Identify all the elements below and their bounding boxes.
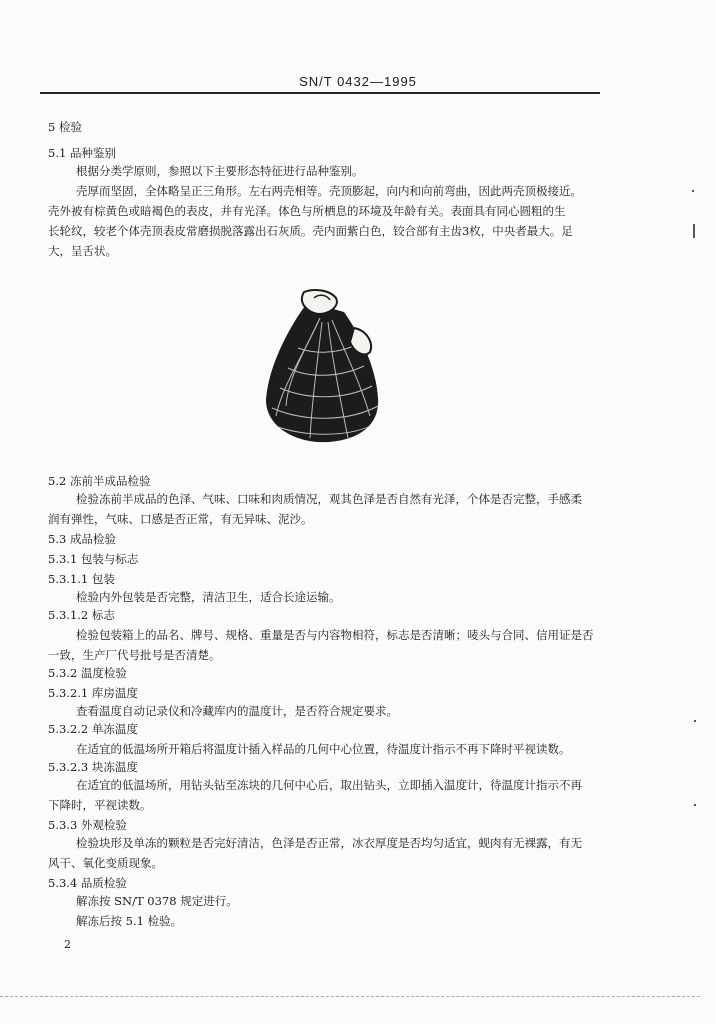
section-5-3-1-2-heading: 5.3.1.2 标志 — [48, 608, 115, 622]
section-5-3-3-heading: 5.3.3 外观检验 — [48, 818, 127, 832]
section-5-3-2-2-heading: 5.3.2.2 单冻温度 — [48, 722, 138, 736]
section-5-3-4-heading: 5.3.4 品质检验 — [48, 876, 127, 890]
section-5-3-1-2-para-line1: 检验包装箱上的品名、牌号、规格、重量是否与内容物相符，标志是否清晰；唛头与合同、信用证是否 — [76, 628, 594, 642]
section-5-3-heading: 5.3 成品检验 — [48, 532, 116, 546]
section-5-3-1-1-heading: 5.3.1.1 包装 — [48, 572, 115, 586]
header-rule — [40, 92, 600, 94]
page-number: 2 — [64, 938, 71, 951]
section-5-1-para2-line3: 长轮纹，较老个体壳顶表皮常磨损脱落露出石灰质。壳内面紫白色，铰合部有主齿3枚，中央者最大。足 — [48, 224, 573, 238]
section-5-3-1-2-para-line2: 一致，生产厂代号批号是否清楚。 — [48, 648, 221, 662]
section-5-1-para1: 根据分类学原则，参照以下主要形态特征进行品种鉴别。 — [76, 164, 364, 178]
section-5-1-para2-line1: 壳厚而坚固，全体略呈正三角形。左右两壳相等。壳顶膨起，向内和向前弯曲，因此两壳顶极接近。 — [76, 184, 582, 198]
section-5-3-2-3-para-line2: 下降时，平视读数。 — [48, 798, 152, 812]
scan-speck — [693, 224, 695, 238]
section-5-2-heading: 5.2 冻前半成品检验 — [48, 474, 151, 488]
section-5-3-2-heading: 5.3.2 温度检验 — [48, 666, 127, 680]
scan-speck — [694, 804, 696, 806]
section-5-3-4-para2: 解冻后按 5.1 检验。 — [76, 914, 183, 928]
clam-shell-figure — [258, 288, 386, 448]
document-header: SN/T 0432—1995 — [299, 74, 417, 89]
section-5-heading: 5 检验 — [48, 120, 82, 134]
scan-speck — [694, 720, 696, 722]
section-5-1-para2-line2: 壳外被有棕黄色或暗褐色的表皮，并有光泽。体色与所栖息的环境及年龄有关。表面具有同心圆粗的生 — [48, 204, 566, 218]
section-5-3-2-3-para-line1: 在适宜的低温场所，用钻头钻至冻块的几何中心后，取出钻头，立即插入温度计，待温度计指示不再 — [76, 778, 582, 792]
section-5-1-heading: 5.1 品种鉴别 — [48, 146, 116, 160]
section-5-3-3-para-line1: 检验块形及单冻的颗粒是否完好清洁，色泽是否正常，冰衣厚度是否均匀适宜，蚬肉有无裸露，有无 — [76, 836, 582, 850]
section-5-3-1-heading: 5.3.1 包装与标志 — [48, 552, 139, 566]
section-5-2-para-line2: 润有弹性，气味、口感是否正常，有无异味、泥沙。 — [48, 512, 313, 526]
scan-bottom-edge — [0, 996, 700, 997]
scan-speck — [692, 190, 694, 192]
section-5-3-2-2-para: 在适宜的低温场所开箱后将温度计插入样品的几何中心位置，待温度计指示不再下降时平视读数。 — [76, 742, 571, 756]
section-5-3-2-1-para: 查看温度自动记录仪和冷藏库内的温度计，是否符合规定要求。 — [76, 704, 398, 718]
section-5-2-para-line1: 检验冻前半成品的色泽、气味、口味和肉质情况，观其色泽是否自然有光泽，个体是否完整，手感柔 — [76, 492, 582, 506]
section-5-3-2-3-heading: 5.3.2.3 块冻温度 — [48, 760, 138, 774]
section-5-3-2-1-heading: 5.3.2.1 库房温度 — [48, 686, 138, 700]
section-5-3-4-para1: 解冻按 SN/T 0378 规定进行。 — [76, 894, 238, 908]
section-5-1-para2-line4: 大，呈舌状。 — [48, 244, 117, 258]
section-5-3-1-1-para: 检验内外包装是否完整，清洁卫生，适合长途运输。 — [76, 590, 341, 604]
section-5-3-3-para-line2: 风干、氧化变质现象。 — [48, 856, 163, 870]
